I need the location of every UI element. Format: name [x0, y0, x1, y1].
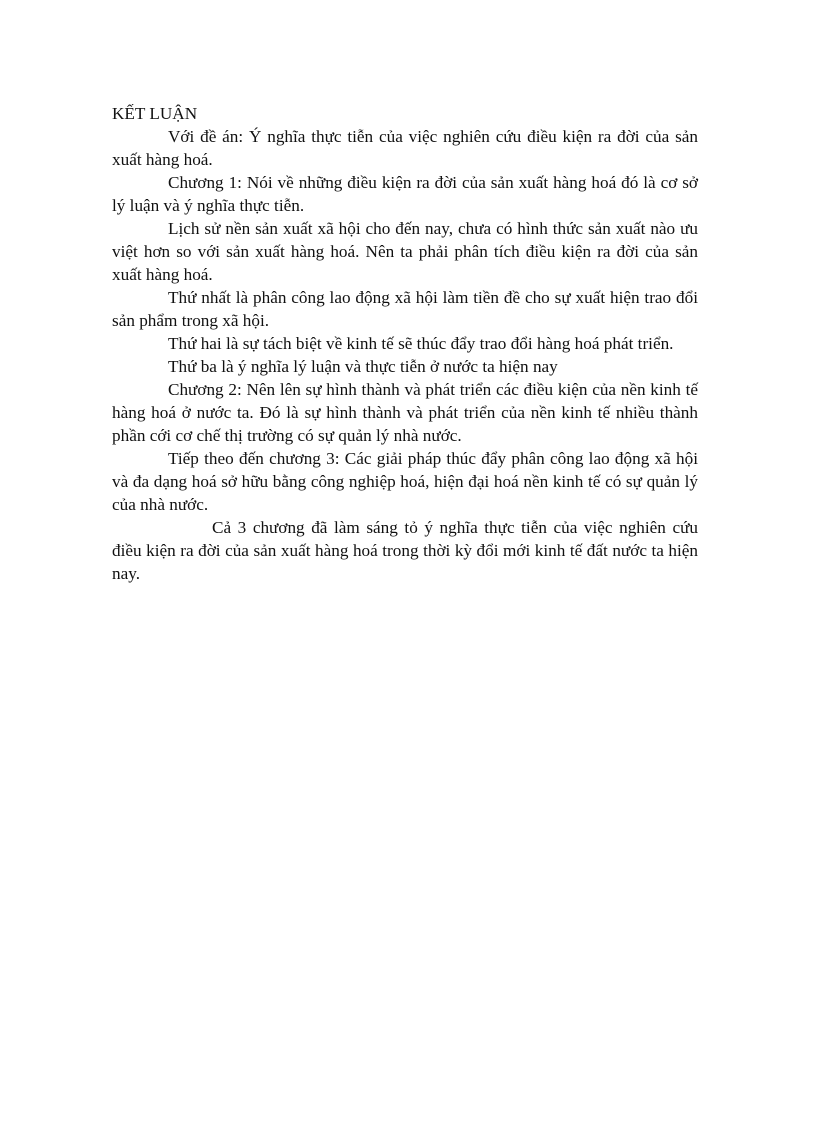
- document-body: [112, 102, 698, 585]
- paragraph-first: Thứ nhất là phân công lao động xã hội làm tiền đề cho sự xuất hiện trao đổi sản phẩm trong xã hội.: [112, 288, 698, 330]
- page-title: KẾT LUẬN: [112, 104, 198, 123]
- paragraph-chapter-3: Tiếp theo đến chương 3: Các giải pháp thúc đẩy phân công lao động xã hội và đa dạng hoá sở hữu bằng công nghiệp hoá, hiện đại hoá nền kinh tế có sự quản lý của nhà nước.: [112, 449, 698, 514]
- paragraph-second: Thứ hai là sự tách biệt về kinh tế sẽ thúc đẩy trao đổi hàng hoá phát triển.: [168, 334, 674, 353]
- paragraph-chapter-2: Chương 2: Nên lên sự hình thành và phát triển các điều kiện của nền kinh tế hàng hoá ở nước ta. Đó là sự hình thành và phát triển của nền kinh tế nhiều thành phần cới cơ chế thị trường có sự quản lý nhà nước.: [112, 380, 698, 445]
- paragraph-summary: Cả 3 chương đã làm sáng tỏ ý nghĩa thực tiễn của việc nghiên cứu điều kiện ra đời của sản xuất hàng hoá trong thời kỳ đổi mới kinh tế đất nước ta hiện nay.: [112, 518, 698, 583]
- paragraph-intro: Với đề án: Ý nghĩa thực tiễn của việc nghiên cứu điều kiện ra đời của sản xuất hàng hoá.: [112, 127, 698, 169]
- paragraph-third: Thứ ba là ý nghĩa lý luận và thực tiễn ở nước ta hiện nay: [168, 357, 558, 376]
- paragraph-history: Lịch sử nền sản xuất xã hội cho đến nay, chưa có hình thức sản xuất nào ưu việt hơn so với sản xuất hàng hoá. Nên ta phải phân tích điều kiện ra đời của sản xuất hàng hoá.: [112, 219, 698, 284]
- paragraph-chapter-1: Chương 1: Nói về những điều kiện ra đời của sản xuất hàng hoá đó là cơ sở lý luận và ý nghĩa thực tiễn.: [112, 173, 698, 215]
